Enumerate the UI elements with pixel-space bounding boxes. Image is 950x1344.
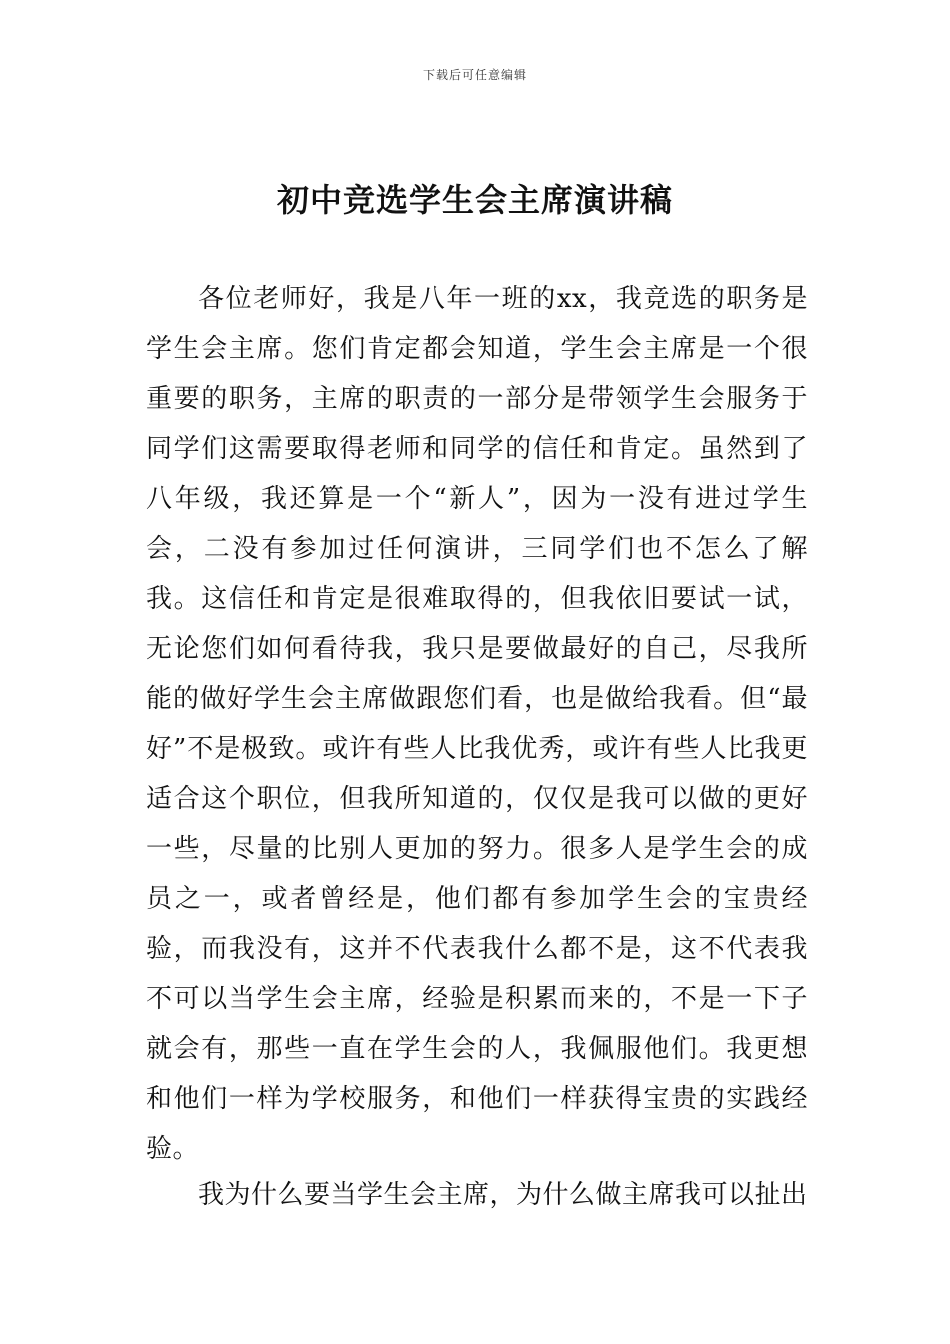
header-note: 下载后可任意编辑 bbox=[422, 68, 527, 82]
document-title: 初中竞选学生会主席演讲稿 bbox=[276, 181, 673, 219]
body-paragraph-2: 我为什么要当学生会主席，为什么做主席我可以扯出 bbox=[198, 1180, 808, 1210]
body-paragraph-1: 各位老师好，我是八年一班的xx，我竞选的职务是学生会主席。您们肯定都会知道，学生会主席是一个很重要的职务，主席的职责的一部分是带领学生会服务于同学们这需要取得老师和同学的信任和肯定。虽然到了八年级，我还算是一个“新人”，因为一没有进过学生会，二没有参加过任何演讲，三同学们也不怎么了解我。这信任和肯定是很难取得的，但我依旧要试一试，无论您们如何看待我，我只是要做最好的自己，尽我所能的做好学生会主席做跟您们看，也是做给我看。但“最好”不是极致。或许有些人比我优秀，或许有些人比我更适合这个职位，但我所知道的，仅仅是我可以做的更好一些，尽量的比别人更加的努力。很多人是学生会的成员之一，或者曾经是，他们都有参加学生会的宝贵经验，而我没有，这并不代表我什么都不是，这不代表我不可以当学生会主席，经验是积累而来的，不是一下子就会有，那些一直在学生会的人，我佩服他们。我更想和他们一样为学校服务，和他们一样获得宝贵的实践经验。 bbox=[146, 284, 808, 1164]
